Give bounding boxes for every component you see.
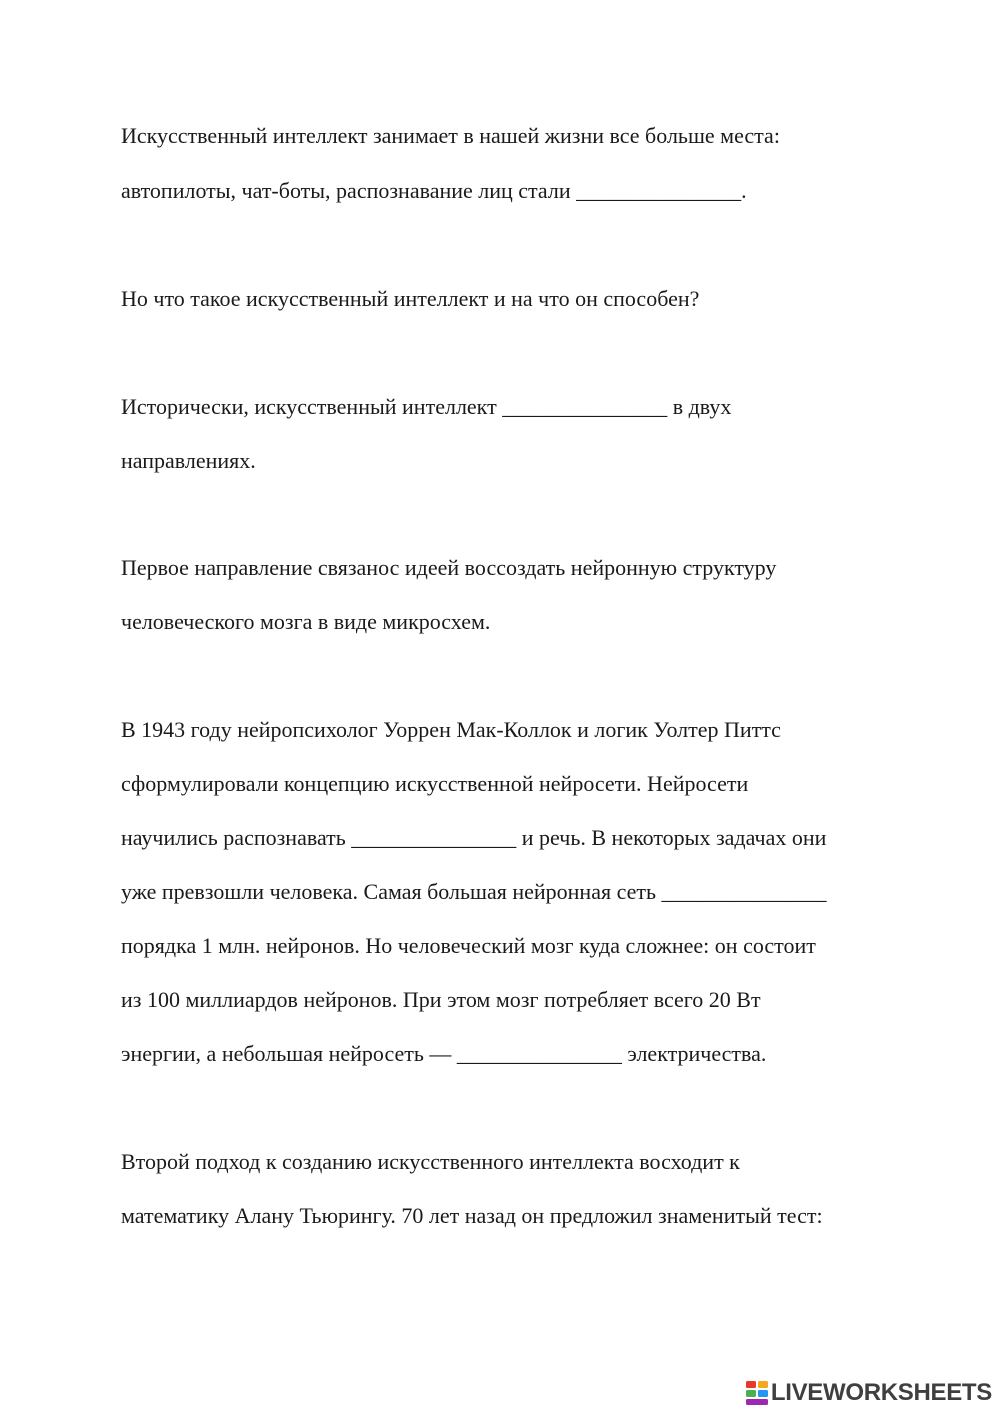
text-line: из 100 миллиардов нейронов. При этом мозг потребляет всего 20 Вт bbox=[121, 987, 761, 1012]
text-line: математику Алану Тьюрингу. 70 лет назад он предложил знаменитый тест: bbox=[121, 1203, 823, 1228]
text-line: человеческого мозга в виде микросхем. bbox=[121, 609, 491, 634]
text-line: Исторически, искусственный интеллект _______________ в двух bbox=[121, 394, 732, 419]
text-line: энергии, а небольшая нейросеть — _______________ электричества. bbox=[121, 1041, 767, 1066]
text-line: сформулировали концепцию искусственной нейросети. Нейросети bbox=[121, 771, 749, 796]
liveworksheets-brand-text: LIVEWORKSHEETS bbox=[770, 1379, 992, 1406]
text-line: Первое направление связанос идеей воссоздать нейронную структуру bbox=[121, 555, 777, 580]
text-line: направлениях. bbox=[121, 448, 256, 473]
text-line: Но что такое искусственный интеллект и на что он способен? bbox=[121, 286, 700, 311]
text-line: уже превзошли человека. Самая большая нейронная сеть _______________ bbox=[121, 879, 827, 904]
text-line: Второй подход к созданию искусственного интеллекта восходит к bbox=[121, 1149, 740, 1174]
liveworksheets-logo bbox=[746, 1378, 992, 1408]
text-line: автопилоты, чат-боты, распознавание лиц стали _______________. bbox=[121, 178, 747, 203]
answer-blank[interactable]: _______________ bbox=[502, 394, 668, 419]
answer-blank[interactable]: _______________ bbox=[351, 825, 517, 850]
liveworksheets-logo-icon bbox=[746, 1380, 768, 1406]
text-line: научились распознавать _______________ и речь. В некоторых задачах они bbox=[121, 825, 827, 850]
text-line: Искусственный интеллект занимает в нашей жизни все больше места: bbox=[121, 123, 780, 148]
text-line: порядка 1 млн. нейронов. Но человеческий мозг куда сложнее: он состоит bbox=[121, 933, 816, 958]
answer-blank[interactable]: _______________ bbox=[576, 178, 742, 203]
answer-blank[interactable]: _______________ bbox=[456, 1041, 622, 1066]
answer-blank[interactable]: _______________ bbox=[661, 879, 827, 904]
text-line: В 1943 году нейропсихолог Уоррен Мак-Коллок и логик Уолтер Питтс bbox=[121, 717, 781, 742]
